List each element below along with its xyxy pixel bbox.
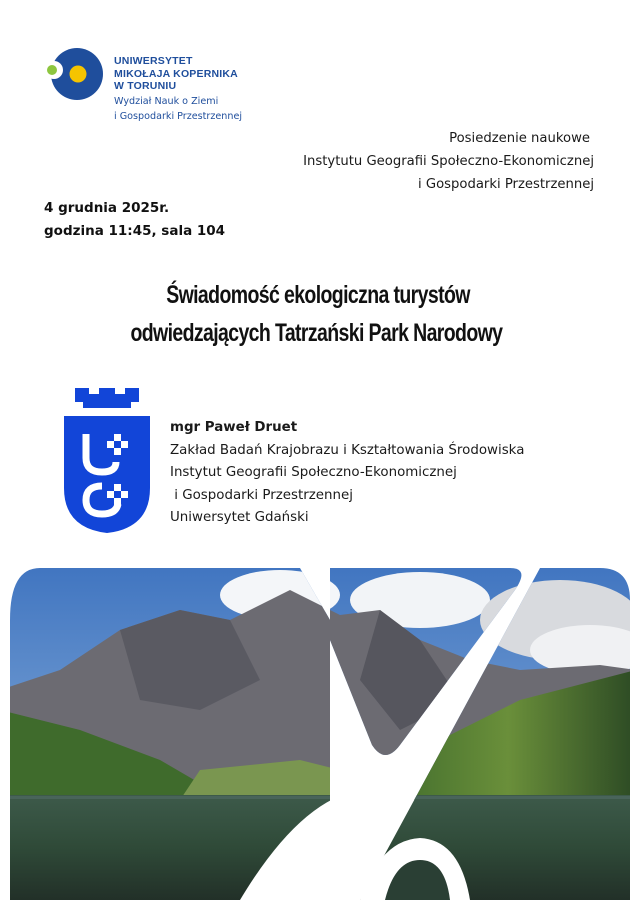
department-line: i Gospodarki Przestrzennej	[114, 110, 243, 122]
umk-logo-text	[114, 55, 242, 123]
affiliation-line: i Gospodarki Przestrzennej	[170, 487, 353, 503]
university-name-line: W TORUNIU	[114, 80, 177, 92]
speaker-block	[170, 417, 524, 530]
tatra-mountains-lake-photo	[0, 560, 636, 900]
meeting-line: i Gospodarki Przestrzennej	[418, 177, 594, 192]
department-line: Wydział Nauk o Ziemi	[114, 95, 219, 107]
event-time-place: godzina 11:45, sala 104	[44, 223, 226, 239]
event-datetime	[44, 197, 225, 243]
ug-crest-icon	[62, 388, 152, 533]
affiliation-line: Instytut Geografii Społeczno-Ekonomicznej	[170, 465, 457, 480]
title-line-1: Świadomość ekologiczna turystów	[166, 281, 470, 309]
title-line-2: odwiedzających Tatrzański Park Narodowy	[130, 319, 503, 347]
event-date: 4 grudnia 2025r.	[44, 200, 170, 216]
meeting-line: Posiedzenie naukowe	[449, 131, 590, 146]
university-name-line: MIKOŁAJA KOPERNIKA	[114, 67, 238, 80]
affiliation-line: Uniwersytet Gdański	[170, 510, 309, 525]
lecture-title	[70, 276, 566, 352]
umk-logo-icon	[44, 46, 104, 102]
meeting-info	[303, 127, 594, 196]
meeting-line: Instytutu Geografii Społeczno-Ekonomicznej	[303, 154, 594, 169]
university-name-line: UNIWERSYTET	[114, 55, 193, 67]
affiliation-line: Zakład Badań Krajobrazu i Kształtowania Środowiska	[170, 442, 525, 458]
speaker-name: mgr Paweł Druet	[170, 420, 298, 435]
